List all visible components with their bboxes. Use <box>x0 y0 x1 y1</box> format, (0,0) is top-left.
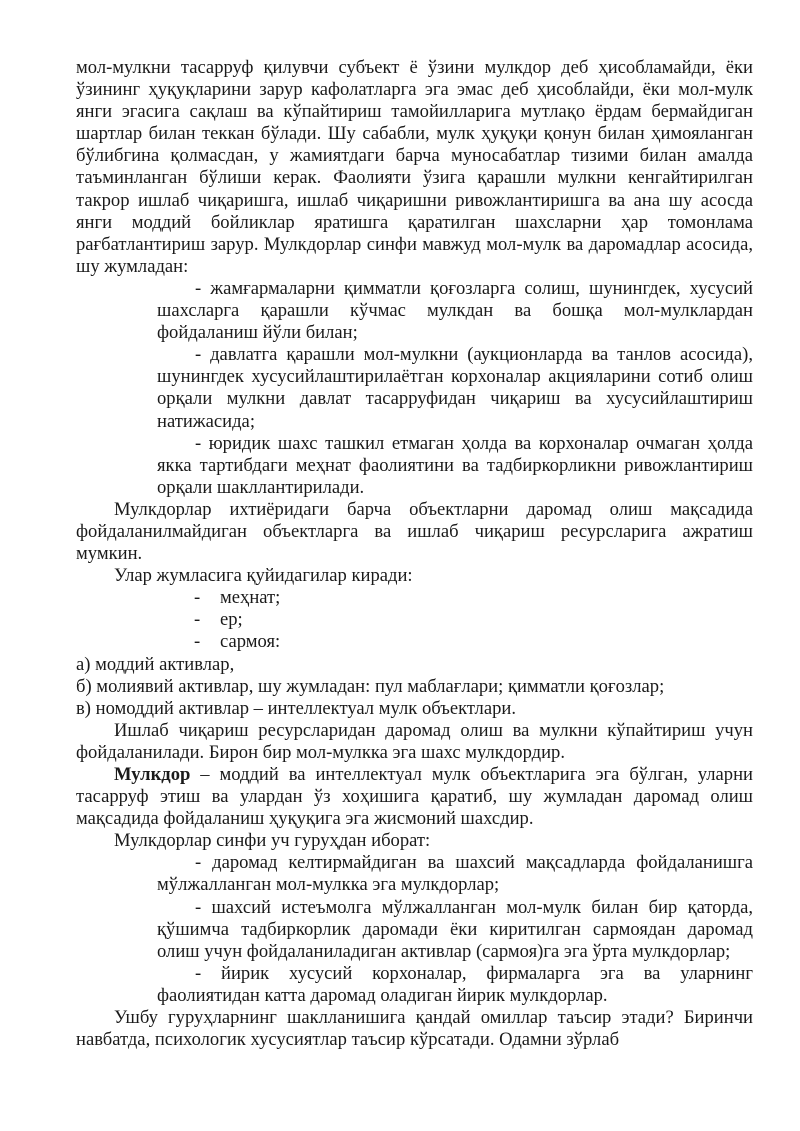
short-list-text: ер; <box>220 609 243 631</box>
paragraph-1: мол-мулкни тасарруф қилувчи субъект ё ўзини мулкдор деб ҳисобламайди, ёки ўзининг ҳуқуқларини зарур кафолатларга эга эмас деб ҳисоблайди, ёки мол-мулк янги эгасига сақлаш ва кўпайтириш тамойилларига мутлақо ёрдам бермайдиган шартлар билан теккан бўлади. Шу сабабли, мулк ҳуқуқи қонун билан ҳимояланган бўлибгина қолмасдан, у жамиятдаги барча муносабатлар тизими билан амалда таъминланган бўлиши керак. Фаолияти ўзига қарашли мулкни кенгайтирилган такрор ишлаб чиқаришга, ишлаб чиқаришни ривожлантиришга ва ана шу асосда янги моддий бойликлар яратишга қаратилган шахсларни ҳар томонлама рағбатлантириш зарур. Мулкдорлар синфи мавжуд мол-мулк ва даромадлар асосида, шу жумладан: <box>76 57 753 277</box>
sub-item-a: а) моддий активлар, <box>76 653 235 675</box>
list-item: - йирик хусусий корхоналар, фирмаларга эга ва уларнинг фаолиятидан катта даромад оладиган йирик мулкдорлар. <box>157 962 753 1006</box>
paragraph-2: Мулкдорлар ихтиёридаги барча объектларни даромад олиш мақсадида фойдаланилмайдиган объектларга ва ишлаб чиқариш ресурсларига ажратиш мумкин. <box>76 498 753 565</box>
short-list-text: меҳнат; <box>220 587 281 609</box>
page-body <box>76 57 753 1051</box>
short-list-item: - ер; <box>194 609 243 631</box>
paragraph-4: Ишлаб чиқариш ресурсларидан даромад олиш ва мулкни кўпайтириш учун фойдаланилади. Бирон бир мол-мулкка эга шахс мулкдордир. <box>76 719 753 763</box>
short-list-item: - сармоя: <box>194 631 281 653</box>
list-item: - даромад келтирмайдиган ва шахсий мақсадларда фойдаланишга мўлжалланган мол-мулкка эга мулкдорлар; <box>157 852 753 896</box>
short-list-item: - меҳнат; <box>194 587 281 609</box>
short-list-text: сармоя: <box>220 631 281 653</box>
list-item: - давлатга қарашли мол-мулкни (аукционларда ва танлов асосида), шунингдек хусусийлаштирилаётган корхоналар акцияларини сотиб олиш орқали мулкни давлат тасарруфидан чиқариш ва хусусийлаштириш натижасида; <box>157 344 753 432</box>
list-item: - юридик шахс ташкил етмаган ҳолда ва корхоналар очмаган ҳолда якка тартибдаги меҳнат фаолиятини ва тадбиркорликни ривожлантириш орқали шакллантирилади. <box>157 432 753 498</box>
sub-item-b: б) молиявий активлар, шу жумладан: пул маблағлари; қимматли қоғозлар; <box>76 675 665 697</box>
definition-text: – моддий ва интеллектуал мулк объектларига эга бўлган, уларни тасарруф этиш ва улардан ўз хоҳишига қаратиб, шу жумладан даромад олиш мақсадида фойдаланиш ҳуқуқига эга жисмоний шахсдир. <box>76 764 753 830</box>
list-item: - жамғармаларни қимматли қоғозларга солиш, шунингдек, хусусий шахсларга қарашли кўчмас мулкдан ва бошқа мол-мулклардан фойдаланиш йўли билан; <box>157 277 753 344</box>
paragraph-3: Улар жумласига қуйидагилар киради: <box>114 565 413 587</box>
term-mulkdor: Мулкдор <box>114 764 191 785</box>
paragraph-7: Ушбу гуруҳларнинг шаклланишига қандай омиллар таъсир этади? Биринчи навбатда, психологик хусусиятлар таъсир кўрсатади. Одамни зўрлаб <box>76 1007 753 1051</box>
paragraph-5 <box>76 764 753 830</box>
list-item: - шахсий истеъмолга мўлжалланган мол-мулк билан бир қаторда, қўшимча тадбиркорлик даромади ёки киритилган сармоядан даромад олиш учун фойдаланиладиган активлар (сармоя)га эга ўрта мулкдорлар; <box>157 896 753 962</box>
sub-item-c: в) номоддий активлар – интеллектуал мулк объектлари. <box>76 697 516 719</box>
paragraph-6: Мулкдорлар синфи уч гуруҳдан иборат: <box>114 830 431 852</box>
